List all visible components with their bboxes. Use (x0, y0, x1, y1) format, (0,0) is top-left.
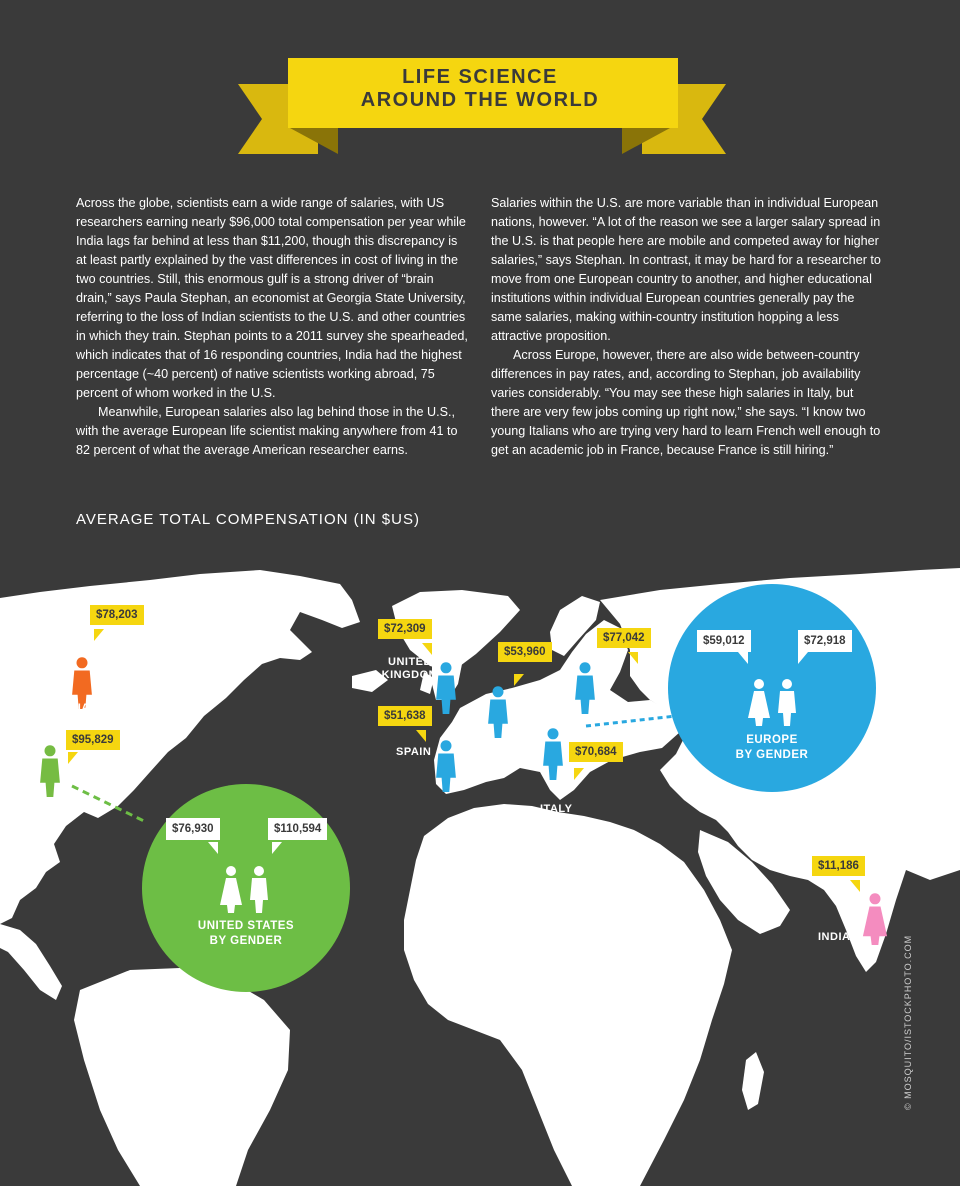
europe-gender-label-line1: EUROPE (746, 734, 798, 746)
spain-label: SPAIN (396, 746, 432, 758)
article-column-right (491, 194, 883, 460)
article-paragraph: Across the globe, scientists earn a wide range of salaries, with US researchers earning nearly $96,000 total compensation per year while India lags far behind at less than $11,200, though this discrepancy is at least partly explained by the vast differences in cost of living in the two countries. Still, this enormous gulf is a strong driver of “brain drain,” says Paula Stephan, an economist at Georgia State University, referring to the loss of Indian scientists to the U.S. and other countries in which they train. Stephan points to a 2011 survey she spearheaded, which indicates that of 16 responding countries, India had the highest percentage (~40 percent) of native scientists working abroad, 75 percent of whom worked in the U.S. (76, 196, 468, 400)
france-salary-tag: $53,960 (498, 642, 552, 662)
article-paragraph: Salaries within the U.S. are more variable than in individual European nations, however. “A lot of the reason we see a larger salary spread in the U.S. is that people here are mobile and competed away for higher salaries,” says Stephan. In contrast, it may be hard for a researcher to move from one European country to another, and higher educational institutions within individual European countries generally pay the same salaries, making within-country institution hopping a less attractive proposition. (491, 196, 881, 343)
india-salary-tag: $11,186 (812, 856, 865, 876)
article-paragraph: Across Europe, however, there are also wide between-country differences in pay rates, and, according to Stephan, job availability varies considerably. “You may see these high salaries in Italy, but there are very few jobs coming up right now,” she says. “I know two young Italians who are trying very hard to learn French well enough to get an academic job in France, because France is still hiring.” (491, 348, 881, 457)
map-section-title: AVERAGE TOTAL COMPENSATION (IN $US) (76, 511, 420, 528)
us-label: UNITED STATES (28, 800, 74, 825)
landmass-south-america (74, 968, 290, 1186)
germany-label: GERMANY (595, 702, 655, 714)
italy-salary-tag: $70,684 (569, 742, 623, 762)
france-label: FRANCE (476, 742, 525, 754)
us-male-salary-tag: $110,594 (268, 818, 327, 840)
title-line-2: AROUND THE WORLD (360, 89, 600, 111)
article-column-left (76, 194, 468, 460)
canada-salary-tag: $78,203 (90, 605, 144, 625)
photo-credit: © MOSQUITO/ISTOCKPHOTO.COM (903, 934, 913, 1110)
spain-salary-tag: $51,638 (378, 706, 432, 726)
uk-label: UNITED KINGDOM (381, 656, 439, 681)
italy-label: ITALY (540, 803, 573, 815)
europe-male-salary-tag: $72,918 (798, 630, 852, 652)
title-line-1: LIFE SCIENCE (402, 66, 558, 88)
germany-salary-tag: $77,042 (597, 628, 651, 648)
us-gender-label-line1: UNITED STATES (197, 920, 295, 932)
us-gender-circle (142, 784, 350, 992)
landmass-africa (404, 804, 732, 1186)
us-salary-tag: $95,829 (66, 730, 120, 750)
europe-female-salary-tag: $59,012 (697, 630, 751, 652)
article-paragraph: Meanwhile, European salaries also lag behind those in the U.S., with the average European life scientist making anywhere from 41 to 82 percent of what the average American researcher earns. (76, 405, 458, 457)
us-gender-label (176, 919, 316, 949)
uk-salary-tag: $72,309 (378, 619, 432, 639)
europe-gender-label (712, 733, 832, 763)
india-label: INDIA (818, 931, 851, 943)
page-title (290, 66, 670, 112)
canada-label: CANADA (56, 702, 107, 714)
europe-gender-label-line2: BY GENDER (735, 749, 809, 761)
us-gender-label-line2: BY GENDER (209, 935, 283, 947)
us-female-salary-tag: $76,930 (166, 818, 220, 840)
